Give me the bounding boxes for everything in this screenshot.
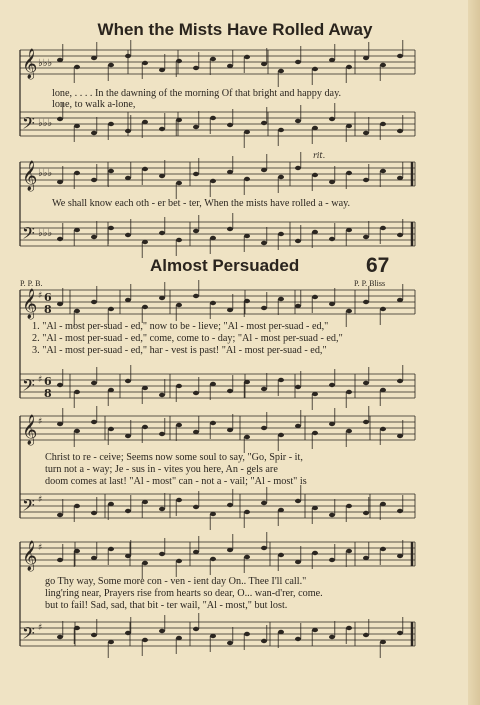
note-head xyxy=(363,633,369,637)
note-head xyxy=(57,513,63,517)
note-head xyxy=(278,232,284,236)
note-head xyxy=(193,550,199,554)
hymn1-lyric-line-2: lone, to walk a-lone, xyxy=(52,99,136,110)
note-head xyxy=(261,501,267,505)
note-head xyxy=(397,434,403,438)
note-head xyxy=(176,238,182,242)
note-head xyxy=(261,639,267,643)
note-head xyxy=(125,298,131,302)
note-head xyxy=(159,393,165,397)
note-head xyxy=(380,122,386,126)
note-head xyxy=(91,56,97,60)
note-head xyxy=(227,389,233,393)
note-head xyxy=(329,117,335,121)
note-head xyxy=(295,119,301,123)
note-head xyxy=(227,170,233,174)
note-head xyxy=(261,426,267,430)
note-head xyxy=(363,56,369,60)
verse2-line-b: turn not a - way; Je - sus in - vites you here, An - gels are xyxy=(45,464,278,475)
hymn1-lyric-line-1: lone, . . . . In the dawning of the morning Of that bright and happy day. xyxy=(52,88,342,99)
svg-text:♭♭♭: ♭♭♭ xyxy=(38,118,53,129)
note-head xyxy=(74,504,80,508)
bass-clef-icon: 𝄢 xyxy=(22,495,35,519)
note-head xyxy=(346,171,352,175)
note-head xyxy=(108,547,114,551)
treble-clef-icon: 𝄞 xyxy=(22,415,38,445)
note-head xyxy=(244,510,250,514)
note-head xyxy=(125,434,131,438)
note-head xyxy=(380,427,386,431)
note-head xyxy=(176,181,182,185)
staff-s1-treble xyxy=(20,50,415,74)
svg-text:6: 6 xyxy=(44,375,52,388)
note-head xyxy=(91,556,97,560)
note-head xyxy=(244,130,250,134)
svg-text:♭♭♭: ♭♭♭ xyxy=(38,168,53,179)
note-head xyxy=(363,131,369,135)
note-head xyxy=(363,178,369,182)
note-head xyxy=(295,424,301,428)
svg-text:rit.: rit. xyxy=(313,151,326,160)
note-head xyxy=(74,171,80,175)
note-head xyxy=(380,169,386,173)
svg-text:♯: ♯ xyxy=(38,291,43,301)
note-head xyxy=(210,116,216,120)
svg-text:♯: ♯ xyxy=(38,495,43,505)
note-head xyxy=(193,172,199,176)
note-head xyxy=(227,308,233,312)
note-head xyxy=(108,502,114,506)
note-head xyxy=(108,640,114,644)
note-head xyxy=(210,512,216,516)
bass-clef-icon: 𝄢 xyxy=(22,113,35,137)
note-head xyxy=(397,129,403,133)
note-head xyxy=(346,124,352,128)
note-head xyxy=(329,237,335,241)
note-head xyxy=(227,548,233,552)
note-head xyxy=(329,383,335,387)
svg-text:♯: ♯ xyxy=(38,623,43,633)
note-head xyxy=(159,432,165,436)
note-head xyxy=(193,229,199,233)
note-head xyxy=(363,511,369,515)
note-head xyxy=(244,55,250,59)
note-head xyxy=(159,296,165,300)
hymn2-title: Almost Persuaded xyxy=(150,256,300,275)
note-head xyxy=(261,121,267,125)
note-head xyxy=(57,422,63,426)
note-head xyxy=(278,69,284,73)
note-head xyxy=(363,420,369,424)
note-head xyxy=(91,178,97,182)
note-head xyxy=(278,297,284,301)
note-head xyxy=(210,236,216,240)
note-head xyxy=(125,176,131,180)
svg-text:6: 6 xyxy=(44,291,52,304)
note-head xyxy=(295,304,301,308)
treble-clef-icon: 𝄞 xyxy=(22,541,38,571)
note-head xyxy=(295,385,301,389)
note-head xyxy=(91,381,97,385)
verse1-line-b: Christ to re - ceive; Seems now some soul to say, "Go, Spir - it, xyxy=(45,452,303,463)
staff-s4-treble xyxy=(20,416,415,440)
note-head xyxy=(142,167,148,171)
note-head xyxy=(57,383,63,387)
note-head xyxy=(91,131,97,135)
note-head xyxy=(159,552,165,556)
note-head xyxy=(346,309,352,313)
note-head xyxy=(397,54,403,58)
staff-s5-bass xyxy=(20,622,415,646)
note-head xyxy=(176,423,182,427)
note-head xyxy=(312,506,318,510)
note-head xyxy=(244,555,250,559)
note-head xyxy=(108,122,114,126)
note-head xyxy=(57,558,63,562)
note-head xyxy=(261,62,267,66)
note-head xyxy=(312,392,318,396)
note-head xyxy=(278,378,284,382)
svg-text:♯: ♯ xyxy=(38,543,43,553)
note-head xyxy=(295,637,301,641)
note-head xyxy=(227,641,233,645)
note-head xyxy=(261,168,267,172)
note-head xyxy=(108,307,114,311)
note-head xyxy=(74,65,80,69)
note-head xyxy=(380,502,386,506)
note-head xyxy=(329,422,335,426)
note-head xyxy=(125,54,131,58)
staff-s5-treble xyxy=(20,542,415,566)
note-head xyxy=(159,629,165,633)
note-head xyxy=(159,174,165,178)
note-head xyxy=(210,634,216,638)
note-head xyxy=(346,504,352,508)
words-credit: P. P. B. xyxy=(20,279,43,288)
svg-text:8: 8 xyxy=(44,303,52,316)
note-head xyxy=(210,557,216,561)
note-head xyxy=(142,240,148,244)
note-head xyxy=(74,124,80,128)
note-head xyxy=(91,300,97,304)
note-head xyxy=(244,632,250,636)
note-head xyxy=(91,511,97,515)
note-head xyxy=(74,309,80,313)
note-head xyxy=(193,125,199,129)
note-head xyxy=(210,301,216,305)
note-head xyxy=(346,390,352,394)
note-head xyxy=(397,554,403,558)
note-head xyxy=(329,302,335,306)
svg-text:♯: ♯ xyxy=(38,375,43,385)
note-head xyxy=(261,241,267,245)
note-head xyxy=(397,509,403,513)
page-edge xyxy=(468,0,480,705)
music-credit: P. P. Bliss xyxy=(354,279,386,288)
staff-s3-bass xyxy=(20,374,415,398)
note-head xyxy=(261,546,267,550)
note-head xyxy=(363,556,369,560)
note-head xyxy=(312,295,318,299)
note-head xyxy=(295,60,301,64)
treble-clef-icon: 𝄞 xyxy=(22,161,38,191)
verse3-line-b: doom comes at last! "Al - most" can - not a - vail; "Al - most" is xyxy=(45,476,307,487)
note-head xyxy=(142,61,148,65)
note-head xyxy=(397,233,403,237)
note-head xyxy=(329,558,335,562)
note-head xyxy=(244,380,250,384)
note-head xyxy=(261,306,267,310)
note-head xyxy=(346,228,352,232)
note-head xyxy=(159,231,165,235)
hymn1-title: When the Mists Have Rolled Away xyxy=(97,20,373,39)
note-head xyxy=(363,381,369,385)
note-head xyxy=(278,553,284,557)
note-head xyxy=(312,126,318,130)
note-head xyxy=(57,302,63,306)
note-head xyxy=(142,305,148,309)
svg-text:♯: ♯ xyxy=(38,417,43,427)
note-head xyxy=(261,387,267,391)
note-head xyxy=(176,636,182,640)
note-head xyxy=(227,503,233,507)
note-head xyxy=(278,128,284,132)
verse3-line-c: but to fail! Sad, sad, that bit - ter wail, "Al - most," but lost. xyxy=(45,600,288,611)
note-head xyxy=(346,65,352,69)
note-head xyxy=(74,390,80,394)
note-head xyxy=(176,118,182,122)
note-head xyxy=(210,179,216,183)
verse2-line-c: ling'ring near, Prayers rise from hearts so dear, O... wan-d'rer, come. xyxy=(45,588,323,599)
note-head xyxy=(74,549,80,553)
note-head xyxy=(312,67,318,71)
note-head xyxy=(397,379,403,383)
note-head xyxy=(329,58,335,62)
note-head xyxy=(278,433,284,437)
note-head xyxy=(193,505,199,509)
note-head xyxy=(125,129,131,133)
note-head xyxy=(312,551,318,555)
note-head xyxy=(244,299,250,303)
bass-clef-icon: 𝄢 xyxy=(22,375,35,399)
verse3-line-a: 3. "Al - most per-suad - ed," har - vest is past! "Al - most per-suad - ed," xyxy=(32,345,327,356)
note-head xyxy=(159,68,165,72)
note-head xyxy=(295,560,301,564)
note-head xyxy=(278,508,284,512)
verse1-line-a: 1. "Al - most per-suad - ed," now to be - lieve; "Al - most per-suad - ed," xyxy=(32,321,329,332)
note-head xyxy=(142,561,148,565)
note-head xyxy=(346,549,352,553)
note-head xyxy=(108,63,114,67)
note-head xyxy=(193,294,199,298)
note-head xyxy=(57,635,63,639)
note-head xyxy=(57,117,63,121)
note-head xyxy=(57,180,63,184)
note-head xyxy=(108,226,114,230)
note-head xyxy=(159,127,165,131)
note-head xyxy=(57,237,63,241)
note-head xyxy=(74,626,80,630)
note-head xyxy=(176,559,182,563)
note-head xyxy=(244,435,250,439)
note-head xyxy=(91,235,97,239)
note-head xyxy=(227,64,233,68)
note-head xyxy=(74,429,80,433)
note-head xyxy=(295,239,301,243)
note-head xyxy=(380,388,386,392)
note-head xyxy=(397,631,403,635)
note-head xyxy=(295,166,301,170)
staff-s1-bass xyxy=(20,112,415,136)
note-head xyxy=(363,235,369,239)
note-head xyxy=(108,427,114,431)
note-head xyxy=(380,307,386,311)
hymn-number: 67 xyxy=(366,254,390,277)
note-head xyxy=(363,300,369,304)
note-head xyxy=(74,228,80,232)
note-head xyxy=(142,500,148,504)
note-head xyxy=(91,420,97,424)
note-head xyxy=(125,631,131,635)
svg-text:♭♭♭: ♭♭♭ xyxy=(38,58,53,69)
note-head xyxy=(244,177,250,181)
note-head xyxy=(210,57,216,61)
note-head xyxy=(108,388,114,392)
note-head xyxy=(244,234,250,238)
note-head xyxy=(312,173,318,177)
note-head xyxy=(397,176,403,180)
verse2-line-a: 2. "Al - most per-suad - ed," come, come to - day; "Al - most per-suad - ed," xyxy=(32,333,343,344)
note-head xyxy=(346,626,352,630)
note-head xyxy=(142,425,148,429)
note-head xyxy=(125,554,131,558)
note-head xyxy=(176,498,182,502)
note-head xyxy=(227,227,233,231)
note-head xyxy=(210,382,216,386)
note-head xyxy=(142,638,148,642)
note-head xyxy=(125,379,131,383)
note-head xyxy=(176,384,182,388)
note-head xyxy=(278,175,284,179)
bass-clef-icon: 𝄢 xyxy=(22,223,35,247)
note-head xyxy=(125,509,131,513)
svg-text:8: 8 xyxy=(44,387,52,400)
note-head xyxy=(346,429,352,433)
hymn1-lyric-line-3: We shall know each oth - er bet - ter, When the mists have rolled a - way. xyxy=(52,198,351,209)
verse1-line-c: go Thy way, Some more con - ven - ient day On.. Thee I'll call." xyxy=(45,576,307,587)
note-head xyxy=(142,120,148,124)
note-head xyxy=(108,169,114,173)
note-head xyxy=(397,298,403,302)
note-head xyxy=(193,627,199,631)
note-head xyxy=(193,66,199,70)
note-head xyxy=(329,180,335,184)
note-head xyxy=(380,226,386,230)
treble-clef-icon: 𝄞 xyxy=(22,289,38,319)
note-head xyxy=(210,421,216,425)
note-head xyxy=(227,428,233,432)
note-head xyxy=(312,431,318,435)
note-head xyxy=(312,230,318,234)
note-head xyxy=(278,630,284,634)
note-head xyxy=(295,499,301,503)
staff-s2-bass xyxy=(20,222,415,246)
treble-clef-icon: 𝄞 xyxy=(22,49,38,79)
bass-clef-icon: 𝄢 xyxy=(22,623,35,647)
svg-text:♭♭♭: ♭♭♭ xyxy=(38,228,53,239)
note-head xyxy=(312,628,318,632)
note-head xyxy=(193,391,199,395)
note-head xyxy=(125,233,131,237)
note-head xyxy=(329,513,335,517)
note-head xyxy=(159,507,165,511)
note-head xyxy=(193,430,199,434)
note-head xyxy=(227,123,233,127)
note-head xyxy=(176,303,182,307)
note-head xyxy=(329,635,335,639)
note-head xyxy=(142,386,148,390)
note-head xyxy=(57,58,63,62)
note-head xyxy=(380,640,386,644)
note-head xyxy=(176,59,182,63)
note-head xyxy=(380,63,386,67)
note-head xyxy=(91,633,97,637)
note-head xyxy=(380,547,386,551)
